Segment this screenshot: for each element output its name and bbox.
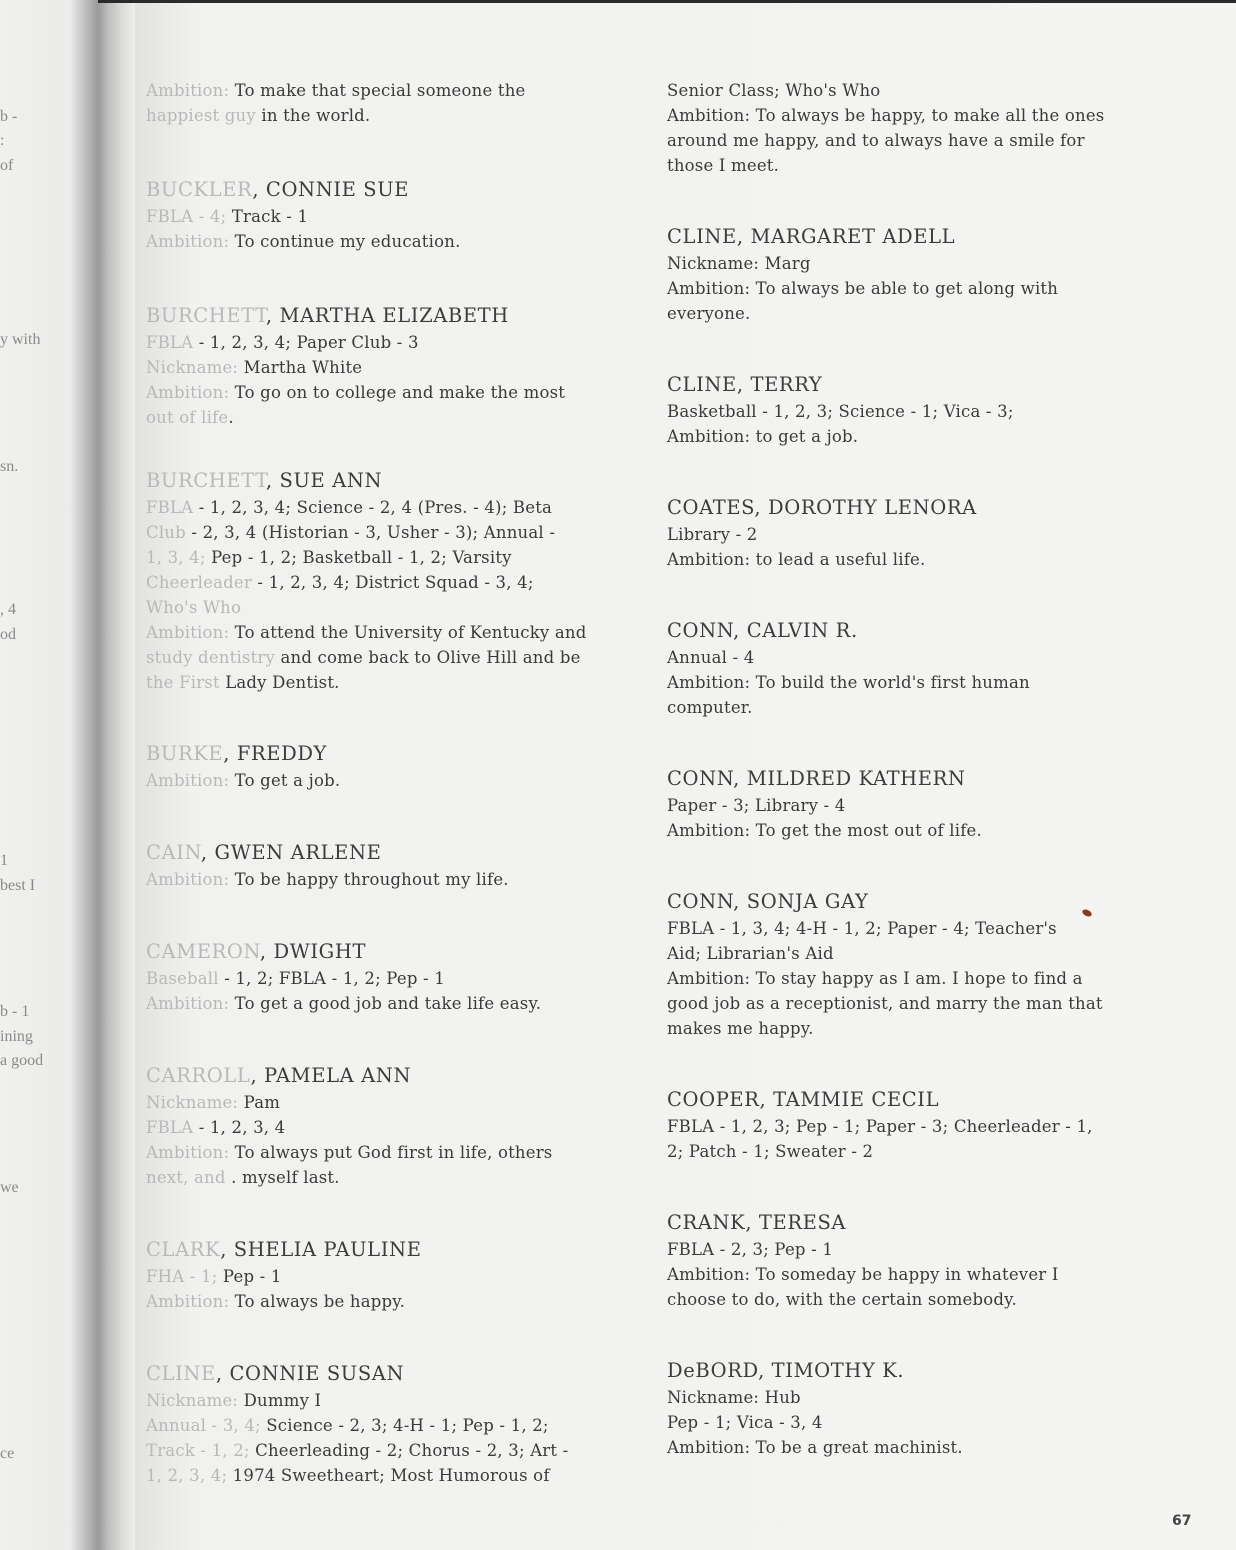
entry-line: Ambition: To someday be happy in whatever I — [667, 1265, 1059, 1284]
entry-line-text: - 2, 3, 4 (Historian - 3, Usher - 3); Annual - — [185, 523, 556, 542]
senior-entry — [667, 223, 1167, 326]
entry-line-faded: the First — [146, 673, 220, 692]
entry-line-faded: happiest guy — [146, 106, 256, 125]
entry-line: makes me happy. — [667, 1019, 814, 1038]
entry-name: DeBORD, TIMOTHY K. — [667, 1359, 905, 1382]
entry-name: CONN, CALVIN R. — [667, 619, 858, 642]
entry-line-text: Lady Dentist. — [219, 673, 340, 692]
senior-entry — [146, 938, 626, 1016]
entry-name-text: , FREDDY — [223, 742, 328, 765]
senior-entry — [667, 617, 1167, 720]
senior-entry — [146, 176, 626, 254]
entry-line — [146, 405, 626, 430]
page-number: 67 — [1172, 1513, 1192, 1529]
entry-line — [146, 1413, 626, 1438]
entry-name-faded: BURKE — [146, 742, 224, 765]
facing-page-fragment: b - — [0, 108, 18, 125]
entry-line — [146, 1090, 626, 1115]
entry-line-faded: Ambition: — [146, 1292, 230, 1311]
facing-page-fragment: we — [0, 1179, 19, 1196]
senior-entry — [667, 78, 1167, 178]
entry-name: CONN, MILDRED KATHERN — [667, 767, 966, 790]
entry-name-text: , CONNIE SUSAN — [215, 1362, 405, 1385]
facing-page-fragment: ce — [0, 1445, 15, 1462]
facing-page — [0, 0, 135, 1550]
entry-line — [146, 355, 626, 380]
entry-line-faded: Ambition: — [146, 870, 230, 889]
entry-line-text: To get a good job and take life easy. — [229, 994, 542, 1013]
entry-line: Senior Class; Who's Who — [667, 81, 881, 100]
entry-line-faded: Ambition: — [146, 623, 230, 642]
facing-page-fragment: , 4 — [0, 601, 16, 618]
senior-entry — [667, 1357, 1167, 1460]
entry-line-text: To get a job. — [229, 771, 341, 790]
entry-line-faded: FBLA — [146, 498, 194, 517]
senior-entry — [667, 765, 1167, 843]
right-column — [667, 78, 1167, 1460]
facing-page-fragment: ining — [0, 1028, 33, 1045]
entry-name — [146, 1062, 626, 1090]
entry-line: Aid; Librarian's Aid — [667, 944, 834, 963]
entry-name-faded: BURCHETT — [146, 469, 266, 492]
entry-line-text: 1974 Sweetheart; Most Humorous of — [227, 1466, 550, 1485]
entry-line — [146, 1165, 626, 1190]
entry-line-text: Pep - 1, 2; Basketball - 1, 2; Varsity — [205, 548, 512, 567]
entry-line-text: Science - 2, 3; 4-H - 1; Pep - 1, 2; — [260, 1416, 549, 1435]
entry-name: CRANK, TERESA — [667, 1211, 847, 1234]
facing-page-fragment: y with — [0, 331, 41, 348]
entry-line: Nickname: Marg — [667, 254, 811, 273]
entry-line — [146, 520, 626, 545]
entry-line: Ambition: To always be happy, to make all the ones — [667, 106, 1105, 125]
entry-line — [146, 1463, 626, 1488]
entry-name — [146, 302, 626, 330]
entry-line — [146, 595, 626, 620]
entry-line: everyone. — [667, 304, 751, 323]
entry-line: Ambition: To build the world's first human — [667, 673, 1030, 692]
entry-line — [146, 768, 626, 793]
entry-line — [146, 966, 626, 991]
entry-line-faded: Annual - 3, 4; — [146, 1416, 261, 1435]
entry-name-faded: BURCHETT — [146, 304, 266, 327]
left-column — [146, 78, 626, 1488]
entry-line — [146, 1115, 626, 1140]
facing-page-fragment: of — [0, 157, 14, 174]
entry-line-text: Pep - 1 — [217, 1267, 282, 1286]
entry-line: Ambition: to lead a useful life. — [667, 550, 926, 569]
entry-line: Pep - 1; Vica - 3, 4 — [667, 1413, 823, 1432]
entry-line-text: To always put God first in life, others — [229, 1143, 553, 1162]
entry-name-faded: CARROLL — [146, 1064, 251, 1087]
entry-name: CONN, SONJA GAY — [667, 890, 869, 913]
entry-line-faded: FBLA — [146, 1118, 194, 1137]
entry-name: CLINE, MARGARET ADELL — [667, 225, 956, 248]
entry-name: CLINE, TERRY — [667, 373, 823, 396]
entry-line-faded: FBLA — [146, 333, 194, 352]
entry-line: FBLA - 1, 3, 4; 4-H - 1, 2; Paper - 4; Teacher's — [667, 919, 1057, 938]
entry-line-faded: study dentistry — [146, 648, 276, 667]
entry-line: Annual - 4 — [667, 648, 755, 667]
entry-line — [146, 1140, 626, 1165]
entry-line-faded: Ambition: — [146, 1143, 230, 1162]
entry-line-text: To make that special someone the — [229, 81, 526, 100]
senior-entry — [667, 1086, 1167, 1164]
entry-line-faded: Cheerleader — [146, 573, 252, 592]
entry-line-faded: 1, 2, 3, 4; — [146, 1466, 228, 1485]
entry-line-text: Pam — [238, 1093, 281, 1112]
entry-name — [146, 1236, 626, 1264]
entry-name-faded: CAIN — [146, 841, 201, 864]
entry-line: Ambition: To get the most out of life. — [667, 821, 982, 840]
entry-line — [146, 545, 626, 570]
facing-page-fragment: : — [0, 132, 5, 149]
entry-line — [146, 1388, 626, 1413]
entry-name: COATES, DOROTHY LENORA — [667, 496, 977, 519]
entry-line-text: in the world. — [255, 106, 371, 125]
entry-line-text: . — [228, 408, 234, 427]
entry-line — [146, 380, 626, 405]
entry-name — [146, 176, 626, 204]
entry-line — [146, 645, 626, 670]
facing-page-fragment: b - 1 — [0, 1003, 30, 1020]
facing-page-fragment: a good — [0, 1052, 44, 1069]
entry-line-faded: Nickname: — [146, 358, 239, 377]
entry-line: those I meet. — [667, 156, 780, 175]
entry-line-text: Martha White — [238, 358, 363, 377]
entry-line-faded: Ambition: — [146, 771, 230, 790]
entry-line-text: . myself last. — [225, 1168, 340, 1187]
senior-entry — [146, 740, 626, 793]
entry-line — [146, 103, 626, 128]
entry-name — [146, 1360, 626, 1388]
entry-line-faded: out of life — [146, 408, 229, 427]
entry-line: Ambition: To stay happy as I am. I hope to find a — [667, 969, 1083, 988]
entry-line-text: - 1, 2; FBLA - 1, 2; Pep - 1 — [218, 969, 445, 988]
entry-name-text: , CONNIE SUE — [252, 178, 410, 201]
entry-name — [146, 467, 626, 495]
entry-line — [146, 1264, 626, 1289]
entry-line-text: Track - 1 — [226, 207, 309, 226]
entry-line-text: To be happy throughout my life. — [229, 870, 509, 889]
senior-entry — [667, 1209, 1167, 1312]
entry-name: COOPER, TAMMIE CECIL — [667, 1088, 940, 1111]
senior-entry — [146, 1360, 626, 1488]
entry-line — [146, 670, 626, 695]
entry-line — [146, 204, 626, 229]
entry-line — [146, 330, 626, 355]
senior-entry — [667, 371, 1167, 449]
entry-line-faded: Ambition: — [146, 81, 230, 100]
entry-line-faded: Ambition: — [146, 232, 230, 251]
page-top-edge — [98, 0, 1236, 3]
entry-line-text: Dummy I — [238, 1391, 322, 1410]
entry-line-text: To go on to college and make the most — [229, 383, 566, 402]
senior-entry — [146, 1236, 626, 1314]
entry-line: 2; Patch - 1; Sweater - 2 — [667, 1142, 874, 1161]
entry-line-text: - 1, 2, 3, 4; Science - 2, 4 (Pres. - 4); Beta — [193, 498, 553, 517]
entry-name-text: , GWEN ARLENE — [200, 841, 382, 864]
entry-name — [146, 938, 626, 966]
entry-line: Nickname: Hub — [667, 1388, 801, 1407]
entry-name-text: , PAMELA ANN — [250, 1064, 412, 1087]
entry-line-text: - 1, 2, 3, 4 — [193, 1118, 286, 1137]
entry-line — [146, 495, 626, 520]
facing-page-fragment: sn. — [0, 458, 19, 475]
entry-line: Paper - 3; Library - 4 — [667, 796, 846, 815]
facing-page-fragment: 1 — [0, 852, 8, 869]
entry-line: Ambition: to get a job. — [667, 427, 859, 446]
senior-entry — [146, 302, 626, 430]
entry-name-text: , MARTHA ELIZABETH — [265, 304, 509, 327]
entry-line-faded: Ambition: — [146, 383, 230, 402]
entry-line: around me happy, and to always have a smile for — [667, 131, 1085, 150]
entry-name-faded: CAMERON — [146, 940, 260, 963]
entry-line-faded: Nickname: — [146, 1391, 239, 1410]
entry-line — [146, 78, 626, 103]
entry-name-text: , SHELIA PAULINE — [220, 1238, 422, 1261]
entry-line-text: - 1, 2, 3, 4; District Squad - 3, 4; — [251, 573, 534, 592]
entry-line: FBLA - 2, 3; Pep - 1 — [667, 1240, 834, 1259]
entry-line-faded: 1, 3, 4; — [146, 548, 206, 567]
entry-line — [146, 1438, 626, 1463]
entry-line: choose to do, with the certain somebody. — [667, 1290, 1017, 1309]
senior-entry — [667, 888, 1167, 1041]
entry-line — [146, 867, 626, 892]
entry-line-faded: Ambition: — [146, 994, 230, 1013]
senior-entry — [146, 1062, 626, 1190]
entry-name-faded: BUCKLER — [146, 178, 253, 201]
entry-line-faded: Who's Who — [146, 598, 242, 617]
entry-name — [146, 839, 626, 867]
entry-line: Library - 2 — [667, 525, 758, 544]
entry-line-text: To attend the University of Kentucky and — [229, 623, 587, 642]
entry-line-text: - 1, 2, 3, 4; Paper Club - 3 — [193, 333, 419, 352]
entry-line: FBLA - 1, 2, 3; Pep - 1; Paper - 3; Cheerleader - 1, — [667, 1117, 1093, 1136]
senior-entry — [667, 494, 1167, 572]
entry-line-faded: Club — [146, 523, 186, 542]
entry-line-faded: next, and — [146, 1168, 226, 1187]
entry-line-faded: Nickname: — [146, 1093, 239, 1112]
entry-line: Ambition: To always be able to get along with — [667, 279, 1059, 298]
entry-line: computer. — [667, 698, 753, 717]
entry-line — [146, 229, 626, 254]
facing-page-fragment: od — [0, 626, 16, 643]
entry-line — [146, 620, 626, 645]
entry-line-faded: Track - 1, 2; — [146, 1441, 250, 1460]
entry-line — [146, 1289, 626, 1314]
entry-name-faded: CLINE — [146, 1362, 216, 1385]
entry-line-text: To always be happy. — [229, 1292, 406, 1311]
entry-line: Basketball - 1, 2, 3; Science - 1; Vica - 3; — [667, 402, 1014, 421]
entry-name-faded: CLARK — [146, 1238, 221, 1261]
entry-line-text: To continue my education. — [229, 232, 461, 251]
entry-name-text: , DWIGHT — [259, 940, 367, 963]
entry-name — [146, 740, 626, 768]
entry-line — [146, 570, 626, 595]
entry-line-faded: FBLA - 4; — [146, 207, 227, 226]
entry-line-text: Cheerleading - 2; Chorus - 2, 3; Art - — [249, 1441, 569, 1460]
entry-line: good job as a receptionist, and marry the man that — [667, 994, 1103, 1013]
entry-line-text: and come back to Olive Hill and be — [275, 648, 581, 667]
entry-line — [146, 991, 626, 1016]
entry-name-text: , SUE ANN — [265, 469, 383, 492]
entry-line: Ambition: To be a great machinist. — [667, 1438, 963, 1457]
facing-page-fragment: best I — [0, 877, 36, 894]
senior-entry — [146, 467, 626, 695]
entry-line-faded: FHA - 1; — [146, 1267, 218, 1286]
senior-entry — [146, 78, 626, 128]
entry-line-faded: Baseball — [146, 969, 219, 988]
senior-entry — [146, 839, 626, 892]
